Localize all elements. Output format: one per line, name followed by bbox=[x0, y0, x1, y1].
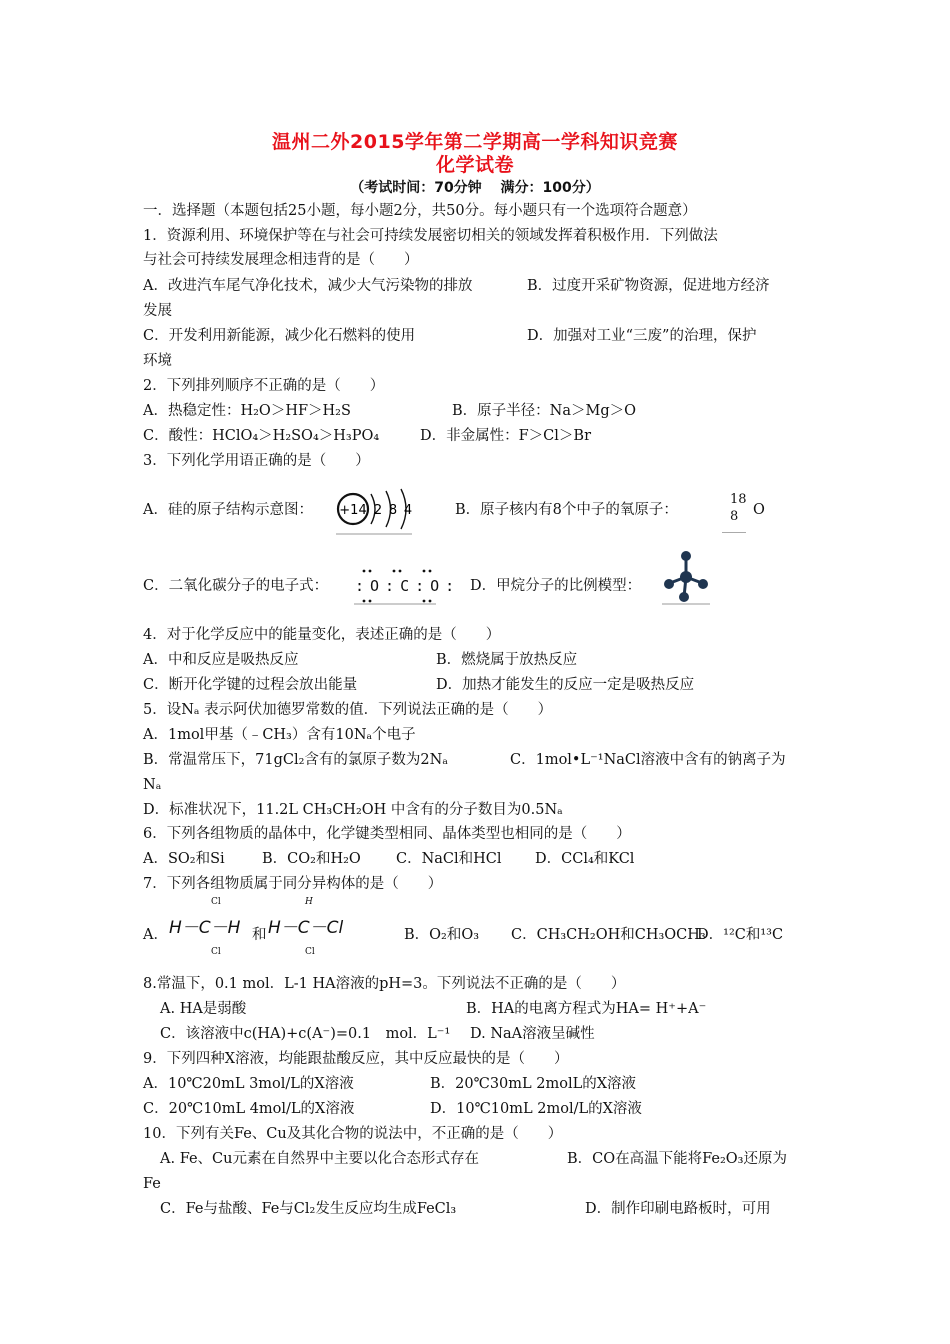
q1-option-d: D．加强对工业“三废”的治理，保护 bbox=[527, 328, 757, 344]
q2-option-d: D．非金属性：F＞Cl＞Br bbox=[420, 428, 592, 444]
silicon-shell-2: 8 bbox=[388, 503, 398, 518]
q8-option-a: A. HA是弱酸 bbox=[160, 1001, 247, 1017]
methane-model-icon bbox=[662, 547, 710, 605]
q7-formula1: H－C－H bbox=[169, 918, 241, 938]
q6-option-b: B．CO₂和H₂O bbox=[262, 851, 361, 867]
exam-subject: 化学试卷 bbox=[435, 154, 514, 176]
co2-electron-dots bbox=[352, 566, 438, 606]
q9-stem: 9．下列四种X溶液，均能跟盐酸反应，其中反应最快的是（ ） bbox=[143, 1051, 569, 1067]
q6-stem: 6．下列各组物质的晶体中，化学键类型相同、晶体类型也相同的是（ ） bbox=[143, 826, 631, 842]
q1-stem-line1: 1．资源利用、环境保护等在与社会可持续发展密切相关的领域发挥着积极作用．下列做法 bbox=[143, 228, 718, 244]
q1-stem-line2: 与社会可持续发展理念相违背的是（ ） bbox=[143, 252, 419, 268]
q8-option-c: C．该溶液中c(HA)+c(A⁻)=0.1 mol．L⁻¹ bbox=[160, 1026, 451, 1042]
q1-option-c: C．开发利用新能源，减少化石燃料的使用 bbox=[143, 328, 416, 344]
q5-option-d: D．标准状况下，11.2L CH₃CH₂OH 中含有的分子数目为0.5Nₐ bbox=[143, 802, 563, 818]
q7-option-d: D．¹²C和¹³C bbox=[697, 927, 784, 943]
silicon-shell-1: 2 bbox=[373, 503, 383, 518]
q7-formula2-top-h: H bbox=[305, 897, 313, 907]
silicon-atom-diagram bbox=[334, 486, 414, 536]
q9-option-c: C．20℃10mL 4mol/L的X溶液 bbox=[143, 1101, 355, 1117]
q3-option-d: D．甲烷分子的比例模型： bbox=[470, 578, 642, 594]
q4-stem: 4．对于化学反应中的能量变化，表述正确的是（ ） bbox=[143, 627, 501, 643]
q1-option-b-cont: 发展 bbox=[143, 303, 172, 319]
exam-title: 温州二外2015学年第二学期高一学科知识竞赛 bbox=[272, 131, 678, 153]
oxygen-symbol: O bbox=[753, 502, 765, 518]
q3-stem: 3．下列化学用语正确的是（ ） bbox=[143, 453, 370, 469]
q5-option-b: B．常温常压下，71gCl₂含有的氯原子数为2Nₐ bbox=[143, 752, 448, 768]
q10-option-d: D．制作印刷电路板时，可用 bbox=[585, 1201, 771, 1217]
q7-option-b: B．O₂和O₃ bbox=[404, 927, 480, 943]
q9-option-a: A．10℃20mL 3mol/L的X溶液 bbox=[143, 1076, 354, 1092]
q10-option-c: C．Fe与盐酸、Fe与Cl₂发生反应均生成FeCl₃ bbox=[160, 1201, 457, 1217]
q5-option-c: C．1mol•L⁻¹NaCl溶液中含有的钠离子为 bbox=[510, 752, 786, 768]
nuclide-underline bbox=[722, 532, 746, 533]
q5-stem: 5．设Nₐ 表示阿伏加德罗常数的值．下列说法正确的是（ ） bbox=[143, 702, 553, 718]
silicon-shell-3: 4 bbox=[403, 503, 413, 518]
q7-formula2-bottom-cl: Cl bbox=[305, 947, 315, 957]
oxygen-mass-number: 18 bbox=[730, 492, 747, 507]
q8-option-d: D. NaA溶液呈碱性 bbox=[470, 1026, 595, 1042]
q10-option-a: A. Fe、Cu元素在自然界中主要以化合态形式存在 bbox=[160, 1151, 479, 1167]
q10-stem: 10．下列有关Fe、Cu及其化合物的说法中，不正确的是（ ） bbox=[143, 1126, 563, 1142]
q2-option-a: A．热稳定性：H₂O＞HF＞H₂S bbox=[143, 403, 351, 419]
q7-option-a-label: A． bbox=[143, 927, 168, 943]
exam-info: （考试时间：70分钟 满分：100分） bbox=[350, 180, 600, 196]
q3-option-c: C．二氧化碳分子的电子式： bbox=[143, 578, 329, 594]
q7-formula1-top-cl: Cl bbox=[211, 897, 221, 907]
q7-formula1-bottom-cl: Cl bbox=[211, 947, 221, 957]
q7-option-c: C．CH₃CH₂OH和CH₃OCH₃ bbox=[511, 927, 706, 943]
q6-option-c: C．NaCl和HCl bbox=[396, 851, 502, 867]
q6-option-a: A．SO₂和Si bbox=[143, 851, 225, 867]
co2-electron-formula: :O:C:O: bbox=[355, 577, 461, 595]
q7-formula2: H－C－Cl bbox=[268, 918, 344, 938]
oxygen-atomic-number: 8 bbox=[730, 509, 739, 524]
q6-option-d: D．CCl₄和KCl bbox=[535, 851, 635, 867]
section-heading: 一．选择题（本题包括25小题，每小题2分，共50分。每小题只有一个选项符合题意） bbox=[143, 203, 697, 219]
q1-option-b: B．过度开采矿物资源，促进地方经济 bbox=[527, 278, 770, 294]
q4-option-c: C．断开化学键的过程会放出能量 bbox=[143, 677, 358, 693]
q9-option-d: D．10℃10mL 2mol/L的X溶液 bbox=[430, 1101, 642, 1117]
q2-stem: 2．下列排列顺序不正确的是（ ） bbox=[143, 378, 385, 394]
q4-option-b: B．燃烧属于放热反应 bbox=[436, 652, 578, 668]
q8-stem: 8.常温下，0.1 mol．L-1 HA溶液的pH=3。下列说法不正确的是（ ） bbox=[143, 976, 626, 992]
q5-option-a: A．1mol甲基（﹣CH₃）含有10Nₐ个电子 bbox=[143, 727, 416, 743]
q3-option-b: B．原子核内有8个中子的氧原子： bbox=[455, 502, 678, 518]
q2-option-b: B．原子半径：Na＞Mg＞O bbox=[452, 403, 637, 419]
q7-and: 和 bbox=[252, 927, 267, 943]
q4-option-d: D．加热才能发生的反应一定是吸热反应 bbox=[436, 677, 695, 693]
q2-option-c: C．酸性：HClO₄＞H₂SO₄＞H₃PO₄ bbox=[143, 428, 380, 444]
q10-option-b-cont: Fe bbox=[143, 1176, 161, 1192]
q9-option-b: B．20℃30mL 2molL的X溶液 bbox=[430, 1076, 637, 1092]
q5-option-c-cont: Nₐ bbox=[143, 777, 162, 793]
q3-option-a: A．硅的原子结构示意图： bbox=[143, 502, 313, 518]
q10-option-b: B．CO在高温下能将Fe₂O₃还原为 bbox=[567, 1151, 787, 1167]
q1-option-a: A．改进汽车尾气净化技术，减少大气污染物的排放 bbox=[143, 278, 473, 294]
silicon-nucleus-label: +14 bbox=[339, 503, 367, 518]
q7-stem: 7．下列各组物质属于同分异构体的是（ ） bbox=[143, 876, 443, 892]
q1-option-d-cont: 环境 bbox=[143, 353, 172, 369]
q8-option-b: B．HA的电离方程式为HA= H⁺+A⁻ bbox=[466, 1001, 707, 1017]
q4-option-a: A．中和反应是吸热反应 bbox=[143, 652, 299, 668]
